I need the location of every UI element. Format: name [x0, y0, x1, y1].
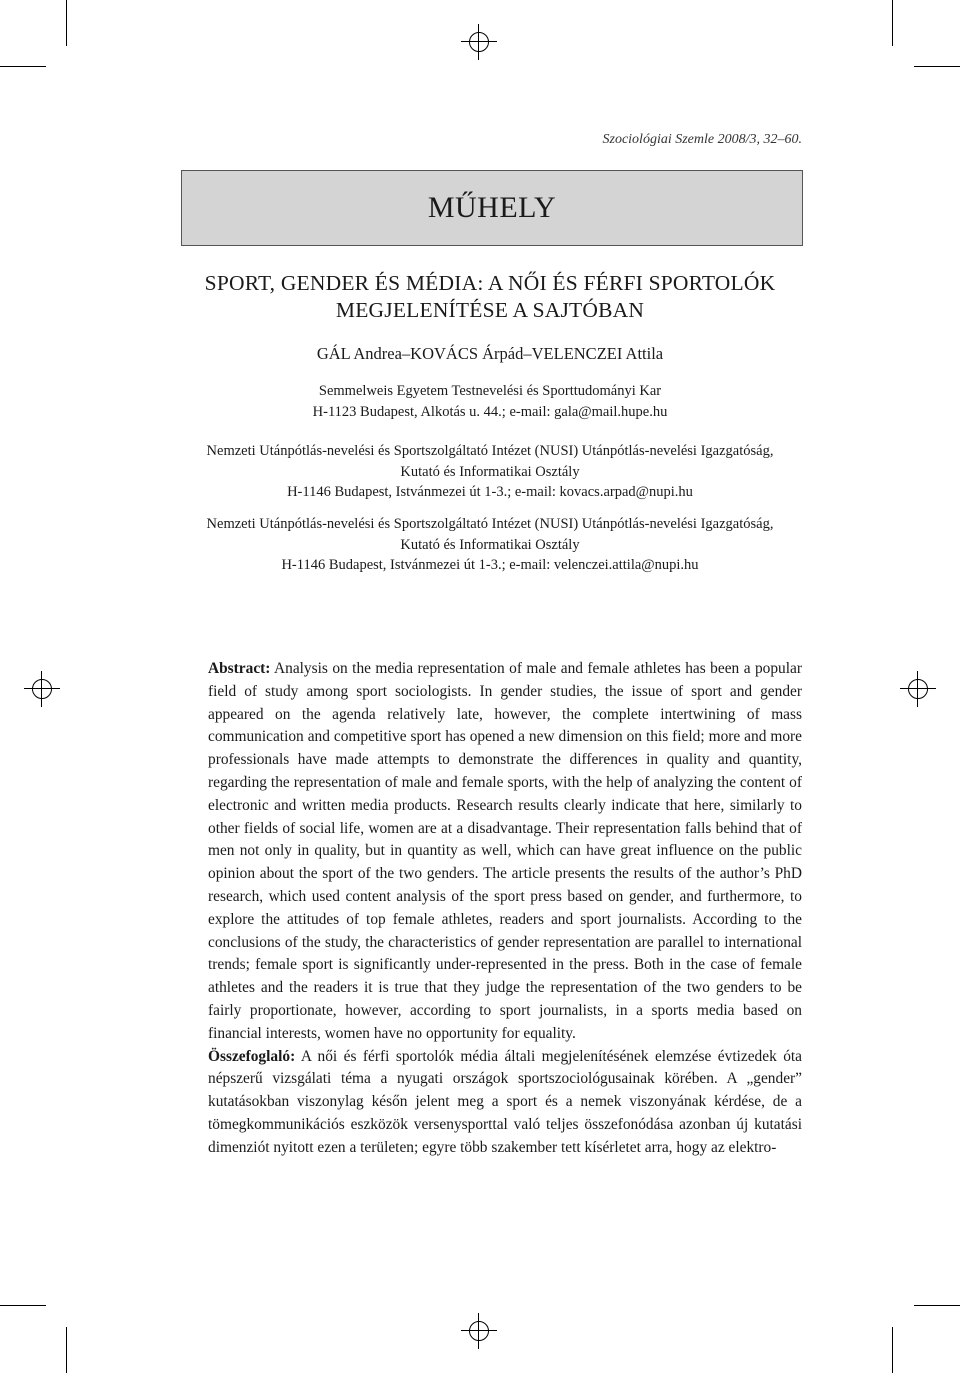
abstract-label: Abstract:	[208, 660, 271, 677]
affiliation	[150, 381, 830, 422]
abstract-paragraph	[208, 658, 802, 1046]
crop-mark	[0, 1305, 46, 1306]
section-banner	[181, 170, 803, 246]
affiliation-line: H-1146 Budapest, Istvánmezei út 1-3.; e-mail: velenczei.attila@nupi.hu	[281, 557, 699, 573]
affiliation-line: Kutató és Informatikai Osztály	[400, 463, 580, 480]
crop-mark	[0, 66, 46, 67]
crop-mark	[66, 1327, 67, 1373]
affiliation-line: H-1123 Budapest, Alkotás u. 44.; e-mail: gala@mail.hupe.hu	[312, 403, 668, 420]
affiliation	[150, 441, 830, 503]
affiliation-line: Kutató és Informatikai Osztály	[400, 536, 580, 553]
affiliation	[150, 514, 830, 576]
registration-mark-icon	[461, 1313, 497, 1349]
crop-mark	[66, 0, 67, 46]
abstract-text: Analysis on the media representation of male and female athletes has been a popular field of study among sport sociologists. In gender studies, the issue of sport and gender appeared on the agenda relatively late, however, the complete intertwining of mass communication and competitive sport has opened a new dimension on this field; more and more professionals have made attempts to demonstrate the differences in quality and quantity, regarding the representation of male and female sports, with the help of analyzing the content of electronic and written media products. Research results clearly indicate that here, similarly to other fields of social life, women are at a disadvantage. Their representation falls behind that of men not only in quality, but in quantity as well, which can have great influence on the public opinion about the sport of the two genders. The article presents the results of the author’s PhD research, which used content analysis of the sport press based on gender, and furthermore, to explore the attitudes of top female athletes, readers and sport journalists. According to the conclusions of the study, the characteristics of gender representation are parallel to international trends; female sport is significantly under-represented in the press. Both in the case of female athletes and the readers it is true that they judge the representation of the two genders to be fairly proportionate, however, according to sport journalists, in a sports media based on financial interests, women have no opportunity for equality.	[208, 660, 802, 1042]
article-title-line: MEGJELENÍTÉSE A SAJTÓBAN	[335, 298, 645, 322]
crop-mark	[914, 1305, 960, 1306]
summary-label: Összefoglaló:	[208, 1047, 296, 1065]
journal-reference: Szociológiai Szemle 2008/3, 32–60.	[602, 132, 802, 147]
summary-paragraph	[208, 1046, 802, 1160]
registration-mark-icon	[24, 671, 60, 707]
crop-mark	[892, 1327, 893, 1373]
affiliation-line: H-1146 Budapest, Istvánmezei út 1-3.; e-mail: kovacs.arpad@nupi.hu	[287, 484, 693, 500]
registration-mark-icon	[900, 671, 936, 707]
article-title-line: SPORT, GENDER ÉS MÉDIA: A NŐI ÉS FÉRFI SPORTOLÓK	[204, 271, 776, 295]
crop-mark	[892, 0, 893, 46]
abstract-block	[208, 658, 802, 1160]
affiliation-line: Nemzeti Utánpótlás-nevelési és Sportszolgáltató Intézet (NUSI) Utánpótlás-nevelési Igazgatóság,	[206, 516, 774, 532]
affiliation-line: Semmelweis Egyetem Testnevelési és Sporttudományi Kar	[318, 383, 662, 399]
article-authors: GÁL Andrea–KOVÁCS Árpád–VELENCZEI Attila	[316, 344, 664, 363]
registration-mark-icon	[461, 24, 497, 60]
summary-text: A női és férfi sportolók média általi megjelenítésének elemzése évtizedek óta népszerű vizsgálati téma a nyugati országok sportszociológusainak körében. A „gender” kutatásokban viszonylag későn jelent meg a sport és a nemek viszonyának kérdése, de a tömegkommunikációs eszközök versenysporttal való teljes összefonódása azonban új kutatási dimenziót nyitott ezen a területen; egyre több szakember tett kísérletet arra, hogy az elektro-	[208, 1047, 803, 1156]
article-title	[150, 270, 830, 324]
affiliation-line: Nemzeti Utánpótlás-nevelési és Sportszolgáltató Intézet (NUSI) Utánpótlás-nevelési Igazgatóság,	[206, 443, 774, 459]
crop-mark	[914, 66, 960, 67]
section-title: MŰHELY	[427, 191, 557, 224]
